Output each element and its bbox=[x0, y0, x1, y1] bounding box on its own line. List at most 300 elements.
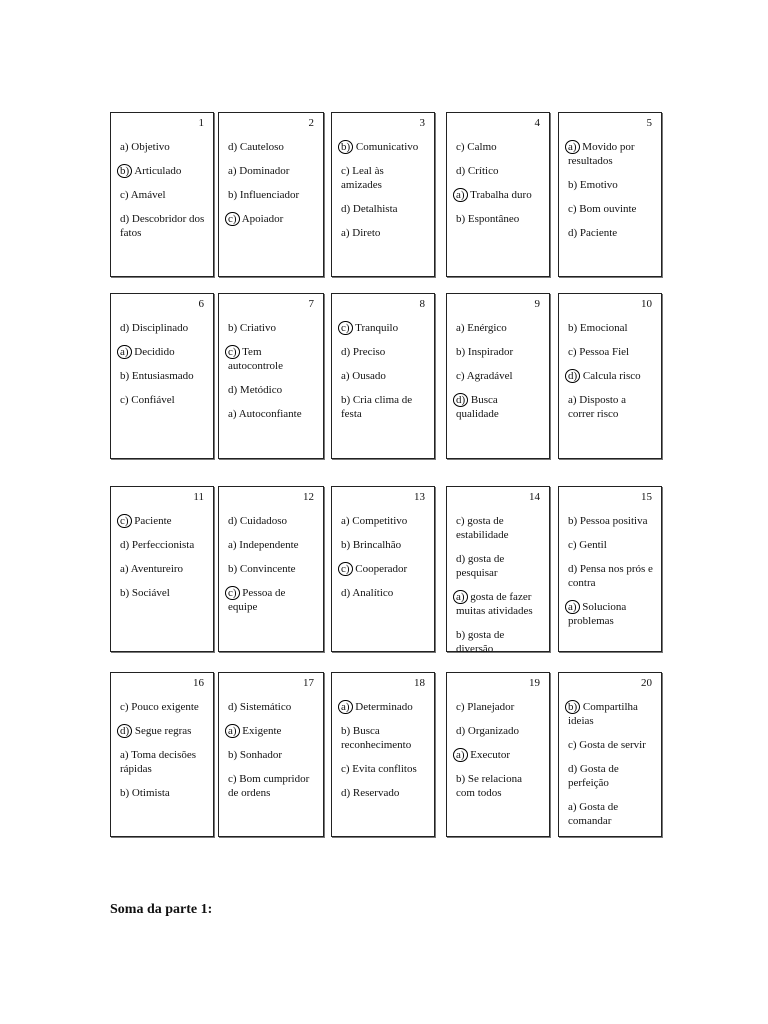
option[interactable] bbox=[228, 188, 316, 202]
option-letter: c) bbox=[568, 739, 577, 751]
option[interactable] bbox=[120, 321, 206, 335]
option-text: Emocional bbox=[579, 322, 628, 334]
option-letter: c) bbox=[120, 189, 129, 201]
card-number: 3 bbox=[419, 117, 425, 129]
option[interactable] bbox=[228, 538, 316, 552]
option-letter: d) bbox=[341, 787, 351, 799]
option[interactable] bbox=[341, 226, 427, 240]
option-letter: a) bbox=[225, 724, 240, 738]
option[interactable] bbox=[120, 786, 206, 800]
option-selected[interactable] bbox=[228, 724, 316, 738]
option-text: Pouco exigente bbox=[131, 701, 199, 713]
option-selected[interactable] bbox=[120, 724, 206, 738]
card-number: 16 bbox=[193, 677, 204, 689]
question-card-10 bbox=[558, 293, 662, 459]
option-letter: a) bbox=[453, 590, 468, 604]
option-letter: b) bbox=[568, 515, 578, 527]
option[interactable] bbox=[568, 538, 654, 552]
option-letter: b) bbox=[120, 587, 130, 599]
option-text: Calcula risco bbox=[582, 370, 641, 382]
option-letter: d) bbox=[456, 553, 466, 565]
card-number: 13 bbox=[414, 491, 425, 503]
option[interactable] bbox=[341, 586, 427, 600]
option-letter: a) bbox=[341, 227, 350, 239]
option-list bbox=[341, 700, 427, 810]
option-text: Pessoa Fiel bbox=[579, 346, 630, 358]
option[interactable] bbox=[568, 562, 654, 590]
option[interactable] bbox=[568, 321, 654, 335]
option-text: gosta de pesquisar bbox=[456, 553, 505, 579]
question-card-5 bbox=[558, 112, 662, 277]
option-text: Busca qualidade bbox=[456, 394, 499, 420]
option-letter: d) bbox=[565, 369, 580, 383]
option-text: Paciente bbox=[134, 515, 172, 527]
card-number: 12 bbox=[303, 491, 314, 503]
option-text: Pensa nos prós e contra bbox=[568, 563, 653, 589]
option-selected[interactable] bbox=[228, 345, 316, 373]
option-selected[interactable] bbox=[228, 212, 316, 226]
option-text: Entusiasmado bbox=[131, 370, 194, 382]
option-letter: c) bbox=[228, 773, 237, 785]
option-selected[interactable] bbox=[120, 345, 206, 359]
option-text: Exigente bbox=[242, 725, 282, 737]
option[interactable] bbox=[456, 140, 542, 154]
option[interactable] bbox=[228, 772, 316, 800]
option-text: Analítico bbox=[352, 587, 394, 599]
option-list bbox=[456, 700, 542, 810]
option-text: Crítico bbox=[467, 165, 499, 177]
option-text: Evita conflitos bbox=[352, 763, 417, 775]
option[interactable] bbox=[456, 345, 542, 359]
option[interactable] bbox=[120, 700, 206, 714]
question-card-16 bbox=[110, 672, 214, 837]
option-text: Detalhista bbox=[352, 203, 398, 215]
option-letter: a) bbox=[120, 749, 129, 761]
option[interactable] bbox=[456, 514, 542, 542]
option-letter: a) bbox=[568, 801, 577, 813]
option-letter: d) bbox=[120, 213, 130, 225]
option-list bbox=[120, 321, 206, 417]
option-text: Dominador bbox=[239, 165, 290, 177]
option-selected[interactable] bbox=[568, 369, 654, 383]
option-selected[interactable] bbox=[120, 514, 206, 528]
card-number: 14 bbox=[529, 491, 540, 503]
option[interactable] bbox=[456, 700, 542, 714]
option-text: Executor bbox=[470, 749, 510, 761]
option-letter: a) bbox=[565, 140, 580, 154]
option-letter: a) bbox=[120, 141, 129, 153]
option-text: Metódico bbox=[239, 384, 283, 396]
card-number: 6 bbox=[198, 298, 204, 310]
option-text: Compartilha ideias bbox=[568, 701, 638, 727]
card-number: 19 bbox=[529, 677, 540, 689]
option-letter: a) bbox=[456, 322, 465, 334]
option-letter: c) bbox=[338, 562, 353, 576]
option-text: Descobridor dos fatos bbox=[120, 213, 205, 239]
option-letter: c) bbox=[338, 321, 353, 335]
option-text: Busca reconhecimento bbox=[341, 725, 412, 751]
option-letter: a) bbox=[453, 188, 468, 202]
option-letter: d) bbox=[568, 763, 578, 775]
option-selected[interactable] bbox=[120, 164, 206, 178]
option-letter: d) bbox=[341, 587, 351, 599]
option-letter: c) bbox=[456, 141, 465, 153]
question-card-3 bbox=[331, 112, 435, 277]
option-list bbox=[120, 700, 206, 810]
option-letter: b) bbox=[341, 539, 351, 551]
option[interactable] bbox=[456, 212, 542, 226]
option[interactable] bbox=[568, 345, 654, 359]
card-number: 1 bbox=[198, 117, 204, 129]
option-letter: d) bbox=[456, 165, 466, 177]
option[interactable] bbox=[341, 369, 427, 383]
question-card-17 bbox=[218, 672, 324, 837]
option-list bbox=[568, 514, 654, 638]
option-letter: c) bbox=[568, 203, 577, 215]
option-list bbox=[341, 321, 427, 431]
option-list bbox=[456, 140, 542, 236]
option-letter: d) bbox=[228, 701, 238, 713]
card-number: 11 bbox=[193, 491, 204, 503]
option-list bbox=[120, 140, 206, 250]
option-list bbox=[228, 700, 316, 810]
option-text: Cria clima de festa bbox=[341, 394, 413, 420]
question-card-6 bbox=[110, 293, 214, 459]
option-letter: c) bbox=[225, 212, 240, 226]
option-text: gosta de diversão bbox=[456, 629, 505, 655]
option-letter: d) bbox=[453, 393, 468, 407]
option[interactable] bbox=[568, 202, 654, 216]
option-letter: c) bbox=[456, 515, 465, 527]
card-number: 8 bbox=[419, 298, 425, 310]
option-text: Tranquilo bbox=[355, 322, 399, 334]
option-letter: b) bbox=[568, 322, 578, 334]
option-text: Soluciona problemas bbox=[568, 601, 627, 627]
option-letter: b) bbox=[341, 725, 351, 737]
option[interactable] bbox=[228, 514, 316, 528]
question-card-15 bbox=[558, 486, 662, 652]
option[interactable] bbox=[568, 800, 654, 828]
option[interactable] bbox=[120, 586, 206, 600]
option-text: Se relaciona com todos bbox=[456, 773, 522, 799]
option-letter: c) bbox=[456, 370, 465, 382]
option-text: Direto bbox=[352, 227, 381, 239]
option-text: Sistemático bbox=[239, 701, 292, 713]
option-text: Pessoa de equipe bbox=[228, 587, 286, 613]
option-letter: c) bbox=[341, 763, 350, 775]
option-letter: b) bbox=[456, 773, 466, 785]
option-list bbox=[568, 140, 654, 250]
option-selected[interactable] bbox=[568, 700, 654, 728]
option-letter: a) bbox=[117, 345, 132, 359]
option[interactable] bbox=[341, 202, 427, 216]
option[interactable] bbox=[228, 164, 316, 178]
option-letter: d) bbox=[341, 346, 351, 358]
option-letter: d) bbox=[228, 384, 238, 396]
option[interactable] bbox=[120, 140, 206, 154]
option-letter: c) bbox=[120, 701, 129, 713]
option[interactable] bbox=[120, 369, 206, 383]
option-text: Apoiador bbox=[241, 213, 284, 225]
option[interactable] bbox=[341, 538, 427, 552]
option-selected[interactable] bbox=[341, 321, 427, 335]
option[interactable] bbox=[341, 164, 427, 192]
option-text: Preciso bbox=[352, 346, 386, 358]
option-letter: a) bbox=[568, 394, 577, 406]
question-card-7 bbox=[218, 293, 324, 459]
option-text: Cuidadoso bbox=[239, 515, 287, 527]
option-text: gosta de fazer muitas atividades bbox=[456, 591, 533, 617]
option-text: Competitivo bbox=[352, 515, 408, 527]
option-letter: d) bbox=[568, 227, 578, 239]
option-letter: d) bbox=[456, 725, 466, 737]
option-letter: b) bbox=[228, 563, 238, 575]
option-selected[interactable] bbox=[568, 140, 654, 168]
option-letter: a) bbox=[341, 370, 350, 382]
option-text: Ousado bbox=[352, 370, 386, 382]
option[interactable] bbox=[228, 748, 316, 762]
option-text: Tem autocontrole bbox=[228, 346, 283, 372]
card-number: 17 bbox=[303, 677, 314, 689]
option-letter: b) bbox=[228, 189, 238, 201]
option-text: Gosta de servir bbox=[579, 739, 646, 751]
option-list bbox=[568, 700, 654, 838]
question-card-19 bbox=[446, 672, 550, 837]
option[interactable] bbox=[120, 188, 206, 202]
option-letter: c) bbox=[568, 346, 577, 358]
option-letter: b) bbox=[565, 700, 580, 714]
option-text: Disposto a correr risco bbox=[568, 394, 627, 420]
option-list bbox=[456, 514, 542, 666]
question-card-12 bbox=[218, 486, 324, 652]
option-letter: b) bbox=[338, 140, 353, 154]
option[interactable] bbox=[568, 738, 654, 752]
option-text: Disciplinado bbox=[131, 322, 189, 334]
option-letter: a) bbox=[120, 563, 129, 575]
option-letter: c) bbox=[456, 701, 465, 713]
option-letter: a) bbox=[228, 408, 237, 420]
card-number: 9 bbox=[534, 298, 540, 310]
option-text: Emotivo bbox=[579, 179, 618, 191]
option[interactable] bbox=[341, 345, 427, 359]
option-text: Independente bbox=[239, 539, 299, 551]
option-letter: c) bbox=[341, 165, 350, 177]
option[interactable] bbox=[341, 762, 427, 776]
option-selected[interactable] bbox=[568, 600, 654, 628]
option-text: Amável bbox=[130, 189, 166, 201]
option[interactable] bbox=[120, 393, 206, 407]
question-card-8 bbox=[331, 293, 435, 459]
question-card-4 bbox=[446, 112, 550, 277]
option-letter: d) bbox=[117, 724, 132, 738]
option-text: Cooperador bbox=[355, 563, 408, 575]
option-text: Confiável bbox=[131, 394, 175, 406]
option-text: Inspirador bbox=[467, 346, 514, 358]
option-letter: c) bbox=[117, 514, 132, 528]
option[interactable] bbox=[228, 700, 316, 714]
option-text: Influenciador bbox=[239, 189, 300, 201]
option-text: Brincalhão bbox=[352, 539, 402, 551]
option[interactable] bbox=[341, 393, 427, 421]
option-letter: b) bbox=[456, 629, 466, 641]
card-number: 20 bbox=[641, 677, 652, 689]
question-card-20 bbox=[558, 672, 662, 837]
option-selected[interactable] bbox=[456, 188, 542, 202]
option-text: Determinado bbox=[355, 701, 413, 713]
question-card-9 bbox=[446, 293, 550, 459]
option-text: Agradável bbox=[466, 370, 513, 382]
option-letter: a) bbox=[228, 165, 237, 177]
option-letter: c) bbox=[120, 394, 129, 406]
option-letter: d) bbox=[120, 322, 130, 334]
option[interactable] bbox=[456, 772, 542, 800]
option-selected[interactable] bbox=[456, 590, 542, 618]
option-list bbox=[341, 514, 427, 610]
option-letter: d) bbox=[228, 141, 238, 153]
option[interactable] bbox=[456, 724, 542, 738]
option-text: Trabalha duro bbox=[470, 189, 532, 201]
option[interactable] bbox=[456, 628, 542, 656]
option[interactable] bbox=[341, 514, 427, 528]
option-text: gosta de estabilidade bbox=[456, 515, 509, 541]
option[interactable] bbox=[568, 514, 654, 528]
option[interactable] bbox=[120, 212, 206, 240]
option-letter: d) bbox=[341, 203, 351, 215]
option[interactable] bbox=[568, 393, 654, 421]
option[interactable] bbox=[568, 178, 654, 192]
option[interactable] bbox=[228, 321, 316, 335]
option-letter: a) bbox=[338, 700, 353, 714]
option-letter: b) bbox=[120, 370, 130, 382]
option-text: Autoconfiante bbox=[238, 408, 302, 420]
option-letter: b) bbox=[117, 164, 132, 178]
option-text: Convincente bbox=[239, 563, 296, 575]
option-letter: d) bbox=[120, 539, 130, 551]
option-letter: a) bbox=[228, 539, 237, 551]
option-text: Objetivo bbox=[131, 141, 170, 153]
option-selected[interactable] bbox=[456, 748, 542, 762]
option-text: Aventureiro bbox=[130, 563, 184, 575]
option[interactable] bbox=[228, 562, 316, 576]
option[interactable] bbox=[456, 321, 542, 335]
option[interactable] bbox=[456, 164, 542, 178]
card-number: 7 bbox=[308, 298, 314, 310]
option-text: Leal às amizades bbox=[341, 165, 384, 191]
option-text: Criativo bbox=[239, 322, 276, 334]
option-text: Sociável bbox=[131, 587, 170, 599]
card-number: 10 bbox=[641, 298, 652, 310]
option-text: Bom ouvinte bbox=[579, 203, 637, 215]
option-list bbox=[228, 140, 316, 236]
question-card-18 bbox=[331, 672, 435, 837]
option[interactable] bbox=[120, 748, 206, 776]
option-text: Gosta de perfeição bbox=[568, 763, 619, 789]
option-letter: a) bbox=[565, 600, 580, 614]
option-text: Otimista bbox=[131, 787, 170, 799]
option-text: Gentil bbox=[579, 539, 607, 551]
option-text: Movido por resultados bbox=[568, 141, 635, 167]
option-letter: b) bbox=[456, 346, 466, 358]
option[interactable] bbox=[568, 226, 654, 240]
option-text: Espontâneo bbox=[467, 213, 520, 225]
question-card-13 bbox=[331, 486, 435, 652]
question-card-1 bbox=[110, 112, 214, 277]
option-text: Segue regras bbox=[134, 725, 192, 737]
option-text: Comunicativo bbox=[355, 141, 419, 153]
question-card-14 bbox=[446, 486, 550, 655]
option[interactable] bbox=[568, 762, 654, 790]
option[interactable] bbox=[228, 140, 316, 154]
option-text: Articulado bbox=[134, 165, 182, 177]
option[interactable] bbox=[120, 538, 206, 552]
option-list bbox=[341, 140, 427, 250]
option-text: Reservado bbox=[352, 787, 400, 799]
option-list bbox=[228, 321, 316, 431]
option[interactable] bbox=[456, 369, 542, 383]
option[interactable] bbox=[341, 786, 427, 800]
option-letter: a) bbox=[453, 748, 468, 762]
card-number: 15 bbox=[641, 491, 652, 503]
option[interactable] bbox=[456, 552, 542, 580]
option[interactable] bbox=[341, 724, 427, 752]
option-text: Planejador bbox=[467, 701, 515, 713]
option-selected[interactable] bbox=[341, 562, 427, 576]
option-list bbox=[456, 321, 542, 431]
option-text: Enérgico bbox=[467, 322, 507, 334]
option-letter: d) bbox=[228, 515, 238, 527]
option[interactable] bbox=[228, 407, 316, 421]
option-text: Bom cumpridor de ordens bbox=[228, 773, 310, 799]
card-number: 2 bbox=[308, 117, 314, 129]
option-selected[interactable] bbox=[228, 586, 316, 614]
option-text: Pessoa positiva bbox=[579, 515, 648, 527]
option-letter: c) bbox=[568, 539, 577, 551]
option[interactable] bbox=[120, 562, 206, 576]
sum-label: Soma da parte 1: bbox=[110, 902, 213, 917]
option-letter: c) bbox=[225, 345, 240, 359]
option-selected[interactable] bbox=[341, 140, 427, 154]
question-card-2 bbox=[218, 112, 324, 277]
option-list bbox=[228, 514, 316, 624]
option-letter: b) bbox=[568, 179, 578, 191]
option-letter: b) bbox=[120, 787, 130, 799]
option-text: Cauteloso bbox=[239, 141, 284, 153]
card-number: 4 bbox=[534, 117, 540, 129]
option-text: Decidido bbox=[134, 346, 175, 358]
option-letter: a) bbox=[341, 515, 350, 527]
card-number: 18 bbox=[414, 677, 425, 689]
option-text: Paciente bbox=[579, 227, 618, 239]
option-list bbox=[120, 514, 206, 610]
option-list bbox=[568, 321, 654, 431]
option-letter: d) bbox=[568, 563, 578, 575]
option-letter: c) bbox=[225, 586, 240, 600]
option-letter: b) bbox=[456, 213, 466, 225]
option[interactable] bbox=[228, 383, 316, 397]
question-card-11 bbox=[110, 486, 214, 652]
option-text: Toma decisões rápidas bbox=[120, 749, 197, 775]
option-text: Calmo bbox=[467, 141, 497, 153]
option-text: Sonhador bbox=[239, 749, 283, 761]
option-text: Gosta de comandar bbox=[568, 801, 619, 827]
option-letter: b) bbox=[228, 322, 238, 334]
option-letter: b) bbox=[341, 394, 351, 406]
option-selected[interactable] bbox=[456, 393, 542, 421]
option-letter: b) bbox=[228, 749, 238, 761]
option-selected[interactable] bbox=[341, 700, 427, 714]
option-text: Perfeccionista bbox=[131, 539, 195, 551]
card-number: 5 bbox=[646, 117, 652, 129]
